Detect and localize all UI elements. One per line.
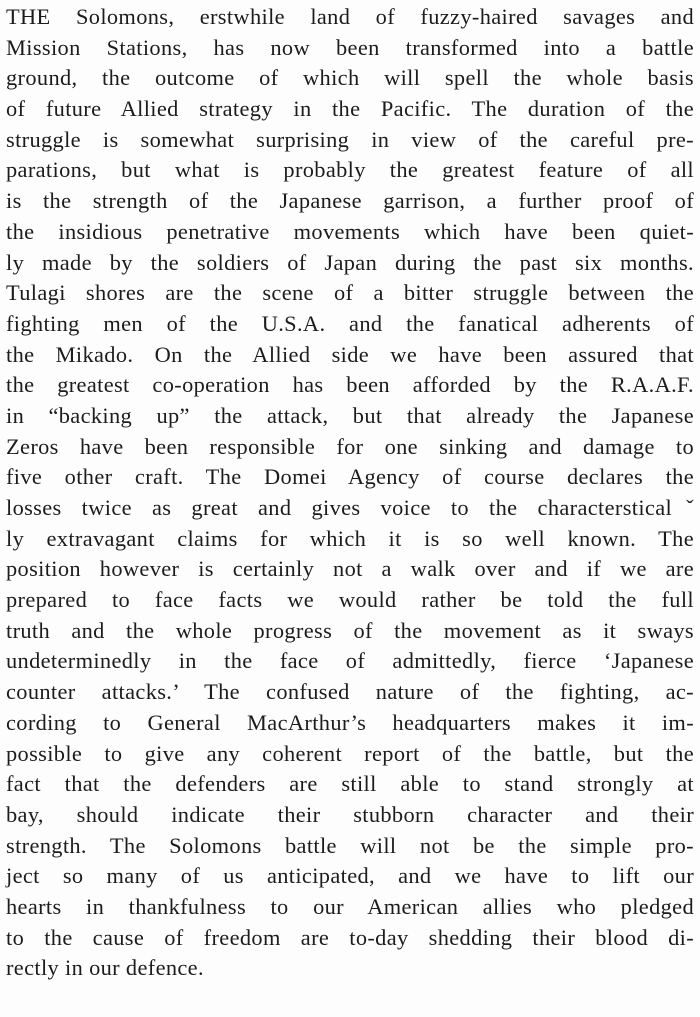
text-line: THE Solomons, erstwhile land of fuzzy-haired savages and — [6, 4, 694, 29]
text-line: to the cause of freedom are to-day shedding their blood di- — [6, 924, 694, 950]
text-line: struggle is somewhat surprising in view of the careful pre- — [6, 126, 694, 152]
text-line: strength. The Solomons battle will not be the simple pro- — [6, 832, 694, 858]
text-line: five other craft. The Domei Agency of course declares the — [6, 464, 694, 490]
text-line: counter attacks.’ The confused nature of the fighting, ac- — [6, 679, 694, 705]
text-line: ly made by the soldiers of Japan during the past six months. — [6, 249, 694, 275]
text-line: ground, the outcome of which will spell the whole basis — [6, 65, 694, 91]
text-line: prepared to face facts we would rather be told the full — [6, 587, 694, 613]
text-line: ly extravagant claims for which it is so well known. The — [6, 525, 694, 551]
text-line: Mission Stations, has now been transformed into a battle — [6, 34, 694, 60]
text-line: parations, but what is probably the greatest feature of all — [6, 157, 694, 183]
text-line: bay, should indicate their stubborn character and their — [6, 801, 694, 827]
text-line: fact that the defenders are still able to stand strongly at — [6, 771, 694, 797]
text-line: hearts in thankfulness to our American allies who pledged — [6, 893, 694, 919]
text-line: possible to give any coherent report of the battle, but the — [6, 740, 694, 766]
text-line: losses twice as great and gives voice to the charactersticalˇ — [6, 495, 694, 520]
text-line: is the strength of the Japanese garrison, a further proof of — [6, 188, 694, 214]
text-line: Zeros have been responsible for one sinking and damage to — [6, 433, 694, 459]
text-line: the Mikado. On the Allied side we have been assured that — [6, 341, 694, 367]
text-line: undeterminedly in the face of admittedly, fierce ‘Japanese — [6, 648, 694, 674]
text-line: cording to General MacArthur’s headquarters makes it im- — [6, 709, 694, 735]
text-line: truth and the whole progress of the movement as it sways — [6, 617, 694, 643]
text-line: fighting men of the U.S.A. and the fanatical adherents of — [6, 310, 694, 336]
text-line: of future Allied strategy in the Pacific. The duration of the — [6, 96, 694, 122]
text-line: Tulagi shores are the scene of a bitter struggle between the — [6, 280, 694, 306]
text-line: in “backing up” the attack, but that already the Japanese — [6, 402, 694, 428]
text-line: the insidious penetrative movements which have been quiet- — [6, 218, 694, 244]
article-body — [6, 2, 694, 984]
text-line: rectly in our defence. — [6, 955, 204, 981]
text-line: the greatest co-operation has been afforded by the R.A.A.F. — [6, 372, 694, 398]
text-line: position however is certainly not a walk over and if we are — [6, 556, 694, 582]
text-line: ject so many of us anticipated, and we have to lift our — [6, 863, 694, 889]
